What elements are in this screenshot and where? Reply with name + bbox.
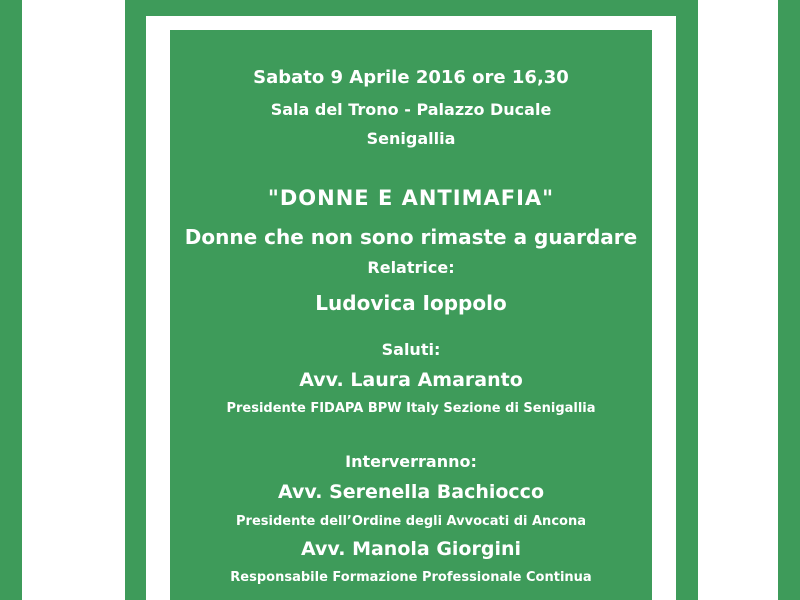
greetings-name: Avv. Laura Amaranto <box>299 369 523 391</box>
left-green-stripe <box>0 0 22 600</box>
event-date: Sabato 9 Aprile 2016 ore 16,30 <box>253 67 569 88</box>
intervention-name: Avv. Manola Giorgini <box>300 538 522 560</box>
event-city: Senigallia <box>366 129 456 148</box>
event-subtitle: Donne che non sono rimaste a guardare <box>184 225 638 249</box>
intervention-name: Avv. Serenella Bachiocco <box>277 481 545 503</box>
greetings-label: Saluti: <box>381 340 441 359</box>
speaker-name: Ludovica Ioppolo <box>315 291 507 315</box>
event-venue: Sala del Trono - Palazzo Ducale <box>270 100 552 119</box>
greetings-role: Presidente FIDAPA BPW Italy Sezione di Senigallia <box>226 401 596 416</box>
event-title: "DONNE E ANTIMAFIA" <box>267 186 555 210</box>
speaker-label: Relatrice: <box>367 258 455 277</box>
right-green-stripe <box>778 0 800 600</box>
invitation-panel <box>170 30 652 600</box>
intervention-role: Presidente dell’Ordine degli Avvocati di Ancona <box>236 514 586 529</box>
interventions-label: Interverranno: <box>345 452 477 471</box>
intervention-role: Responsabile Formazione Professionale Continua <box>230 570 592 585</box>
